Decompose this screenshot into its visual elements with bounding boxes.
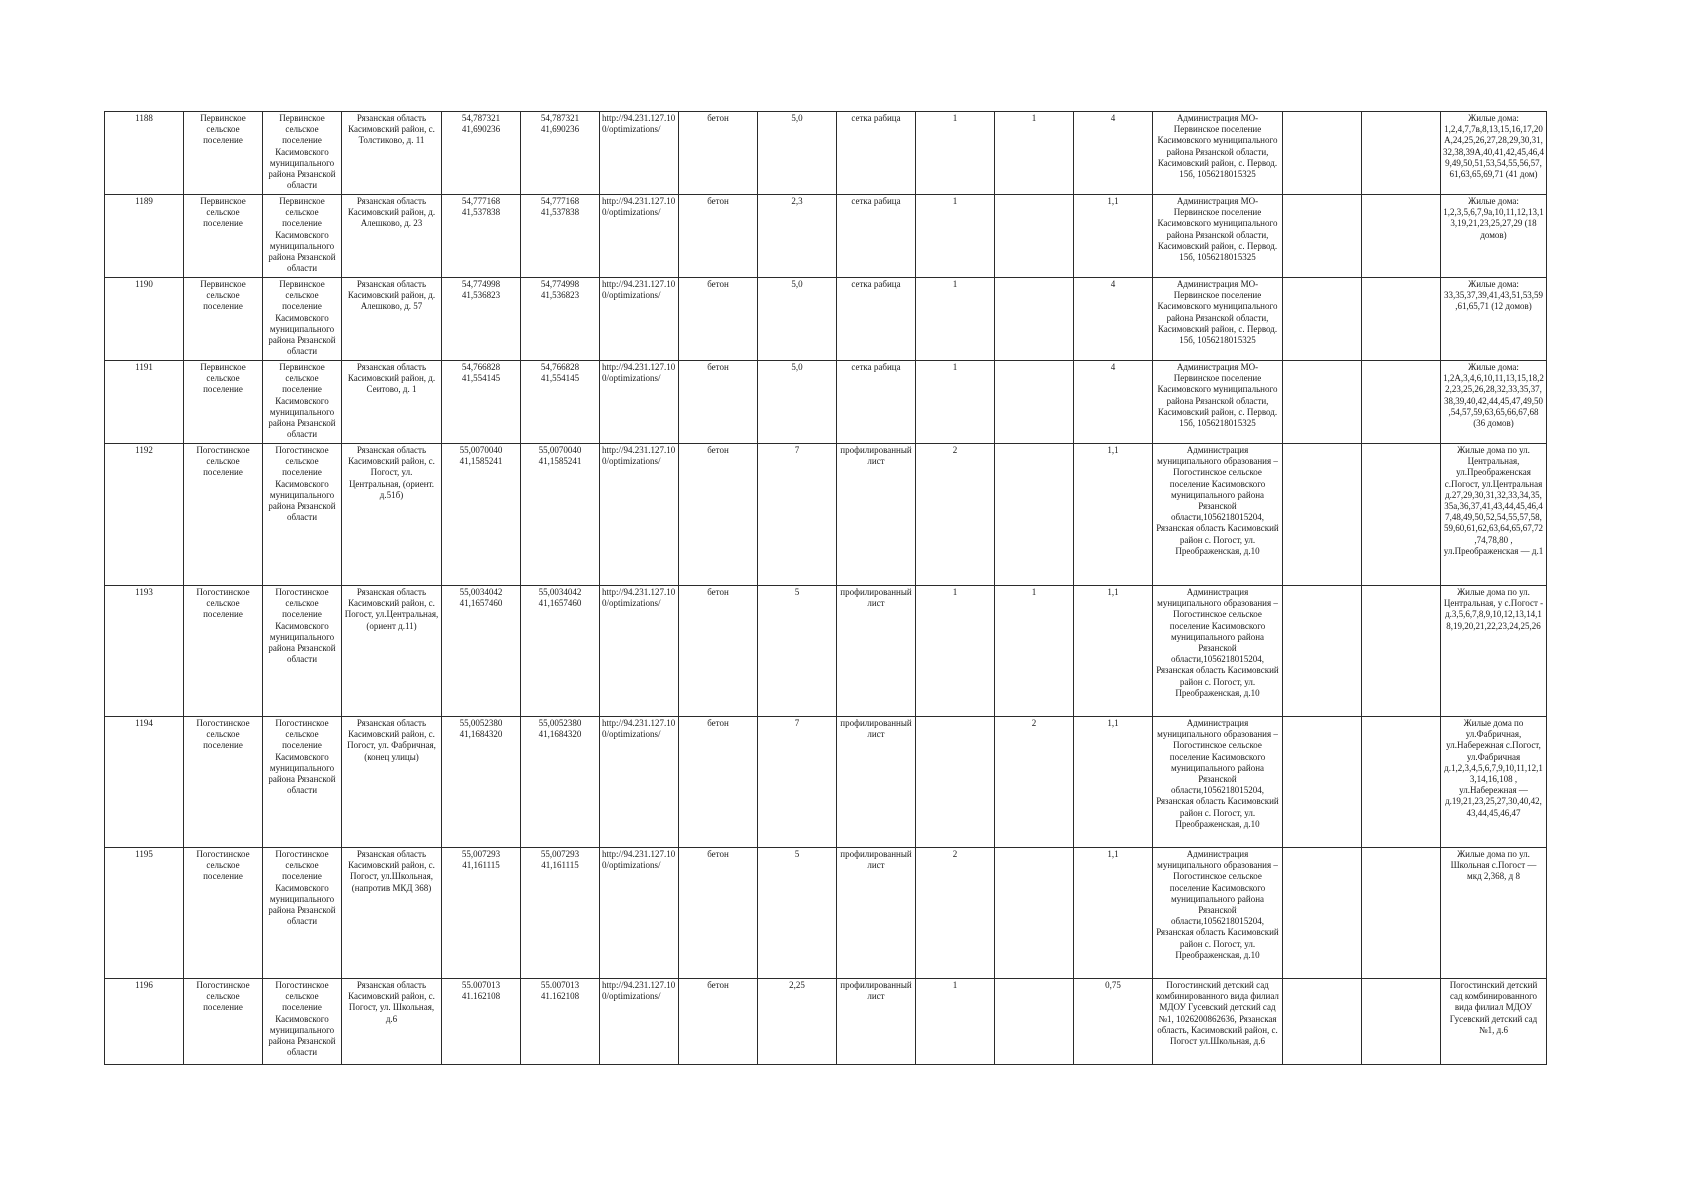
count-cell-1: 1 bbox=[916, 979, 995, 1065]
area-cell: 5,0 bbox=[758, 361, 837, 444]
extra-cell bbox=[1283, 979, 1362, 1065]
municipality-cell: Первинское сельское поселение Касимовского муниципального района Рязанской области bbox=[263, 195, 342, 278]
count-cell-1: 1 bbox=[916, 278, 995, 361]
area-cell: 5,0 bbox=[758, 278, 837, 361]
settlement-cell: Погостинское сельское поселение bbox=[184, 586, 263, 717]
url-cell: http://94.231.127.100/optimizations/ bbox=[600, 717, 679, 848]
surface-cell: бетон bbox=[679, 848, 758, 979]
volume-cell: 1,1 bbox=[1074, 717, 1153, 848]
served-objects-cell: Жилые дома: 1,2,3,5,6,7,9а,10,11,12,13,13,19,21,23,25,27,29 (18 домов) bbox=[1441, 195, 1547, 278]
settlement-cell: Погостинское сельское поселение bbox=[184, 979, 263, 1065]
owner-cell: Администрация муниципального образования – Погостинское сельское поселение Касимовского муниципального района Рязанской области,1056218015204, Рязанская область Касимовский район с. Погост, ул. Преображенская, д.10 bbox=[1153, 586, 1283, 717]
address-cell: Рязанская область Касимовский район, с. Погост, ул. Центральная, (ориент. д.51б) bbox=[342, 444, 442, 586]
row-number: 1195 bbox=[105, 848, 184, 979]
extra-cell bbox=[1283, 444, 1362, 586]
volume-cell: 1,1 bbox=[1074, 195, 1153, 278]
settlement-cell: Первинское сельское поселение bbox=[184, 278, 263, 361]
url-cell: http://94.231.127.100/optimizations/ bbox=[600, 361, 679, 444]
surface-cell: бетон bbox=[679, 717, 758, 848]
municipality-cell: Погостинское сельское поселение Касимовского муниципального района Рязанской области bbox=[263, 717, 342, 848]
empty-cell bbox=[1362, 848, 1441, 979]
area-cell: 5 bbox=[758, 586, 837, 717]
surface-cell: бетон bbox=[679, 586, 758, 717]
table-row bbox=[105, 361, 1547, 444]
served-objects-cell: Жилые дома: 1,2,4,7,7в,8,13,15,16,17,20А,24,25,26,27,28,29,30,31,32,38,39А,40,41,42,45,46,49,49,50,51,53,54,55,56,57,61,63,65,69,71 (41 дом) bbox=[1441, 112, 1547, 195]
coordinates-cell: 54,774998 41,536823 bbox=[442, 278, 521, 361]
municipality-cell: Первинское сельское поселение Касимовского муниципального района Рязанской области bbox=[263, 112, 342, 195]
coordinates-cell: 55,007293 41,161115 bbox=[442, 848, 521, 979]
municipality-cell: Погостинское сельское поселение Касимовского муниципального района Рязанской области bbox=[263, 979, 342, 1065]
settlement-cell: Погостинское сельское поселение bbox=[184, 848, 263, 979]
owner-cell: Администрация МО-Первинское поселение Касимовского муниципального района Рязанской области, Касимовский район, с. Первод. 15б, 1056218015325 bbox=[1153, 195, 1283, 278]
count-cell-1: 2 bbox=[916, 848, 995, 979]
served-objects-cell: Жилые дома по ул. Центральная, у с.Погост - д.3,5,6,7,8,9,10,12,13,14,18,19,20,21,22,23,24,25,26 bbox=[1441, 586, 1547, 717]
empty-cell bbox=[1362, 979, 1441, 1065]
owner-cell: Администрация МО-Первинское поселение Касимовского муниципального района Рязанской области, Касимовский район, с. Первод. 15б, 1056218015325 bbox=[1153, 361, 1283, 444]
volume-cell: 1,1 bbox=[1074, 848, 1153, 979]
row-number: 1194 bbox=[105, 717, 184, 848]
empty-cell bbox=[1362, 717, 1441, 848]
coordinates-cell-2: 54,787321 41,690236 bbox=[521, 112, 600, 195]
served-objects-cell: Жилые дома: 33,35,37,39,41,43,51,53,59,61,65,71 (12 домов) bbox=[1441, 278, 1547, 361]
area-cell: 2,25 bbox=[758, 979, 837, 1065]
volume-cell: 1,1 bbox=[1074, 444, 1153, 586]
surface-cell: бетон bbox=[679, 444, 758, 586]
settlement-cell: Первинское сельское поселение bbox=[184, 361, 263, 444]
fence-cell: профилированный лист bbox=[837, 979, 916, 1065]
coordinates-cell-2: 54,777168 41,537838 bbox=[521, 195, 600, 278]
coordinates-cell: 55,0052380 41,1684320 bbox=[442, 717, 521, 848]
fence-cell: профилированный лист bbox=[837, 848, 916, 979]
table-row bbox=[105, 444, 1547, 586]
row-number: 1190 bbox=[105, 278, 184, 361]
settlement-cell: Первинское сельское поселение bbox=[184, 195, 263, 278]
count-cell-2 bbox=[995, 195, 1074, 278]
row-number: 1189 bbox=[105, 195, 184, 278]
coordinates-cell-2: 55,0070040 41,1585241 bbox=[521, 444, 600, 586]
coordinates-cell: 55.007013 41.162108 bbox=[442, 979, 521, 1065]
extra-cell bbox=[1283, 361, 1362, 444]
row-number: 1191 bbox=[105, 361, 184, 444]
empty-cell bbox=[1362, 586, 1441, 717]
coordinates-cell: 54,787321 41,690236 bbox=[442, 112, 521, 195]
fence-cell: сетка рабица bbox=[837, 195, 916, 278]
table-row bbox=[105, 278, 1547, 361]
owner-cell: Администрация муниципального образования – Погостинское сельское поселение Касимовского муниципального района Рязанской области,1056218015204, Рязанская область Касимовский район с. Погост, ул. Преображенская, д.10 bbox=[1153, 444, 1283, 586]
volume-cell: 1,1 bbox=[1074, 586, 1153, 717]
volume-cell: 0,75 bbox=[1074, 979, 1153, 1065]
extra-cell bbox=[1283, 278, 1362, 361]
row-number: 1188 bbox=[105, 112, 184, 195]
settlement-cell: Погостинское сельское поселение bbox=[184, 717, 263, 848]
settlement-cell: Первинское сельское поселение bbox=[184, 112, 263, 195]
address-cell: Рязанская область Касимовский район, с. Погост, ул. Школьная, д.6 bbox=[342, 979, 442, 1065]
count-cell-2 bbox=[995, 278, 1074, 361]
coordinates-cell-2: 54,774998 41,536823 bbox=[521, 278, 600, 361]
extra-cell bbox=[1283, 848, 1362, 979]
owner-cell: Погостинский детский сад комбинированного вида филиал МДОУ Гусевский детский сад №1, 1026200862636, Рязанская область, Касимовский район, с. Погост ул.Школьная, д.6 bbox=[1153, 979, 1283, 1065]
table-row bbox=[105, 586, 1547, 717]
fence-cell: профилированный лист bbox=[837, 586, 916, 717]
table-row bbox=[105, 979, 1547, 1065]
address-cell: Рязанская область Касимовский район, д. Сеитово, д. 1 bbox=[342, 361, 442, 444]
empty-cell bbox=[1362, 444, 1441, 586]
address-cell: Рязанская область Касимовский район, с. Толстиково, д. 11 bbox=[342, 112, 442, 195]
data-table bbox=[104, 111, 1547, 1065]
surface-cell: бетон bbox=[679, 195, 758, 278]
fence-cell: сетка рабица bbox=[837, 112, 916, 195]
coordinates-cell-2: 55,0052380 41,1684320 bbox=[521, 717, 600, 848]
address-cell: Рязанская область Касимовский район, с. Погост, ул.Школьная, (напротив МКД 368) bbox=[342, 848, 442, 979]
volume-cell: 4 bbox=[1074, 361, 1153, 444]
coordinates-cell-2: 54,766828 41,554145 bbox=[521, 361, 600, 444]
served-objects-cell: Жилые дома по ул.Фабричная, ул.Набережная с.Погост, ул.Фабричная д.1,2,3,4,5,6,7,9,10,11,12,13,14,16,108 , ул.Набережная — д.19,21,23,25,27,30,40,42,43,44,45,46,47 bbox=[1441, 717, 1547, 848]
municipality-cell: Первинское сельское поселение Касимовского муниципального района Рязанской области bbox=[263, 278, 342, 361]
surface-cell: бетон bbox=[679, 278, 758, 361]
url-cell: http://94.231.127.100/optimizations/ bbox=[600, 848, 679, 979]
owner-cell: Администрация МО-Первинское поселение Касимовского муниципального района Рязанской области, Касимовский район, с. Первод. 15б, 1056218015325 bbox=[1153, 112, 1283, 195]
fence-cell: профилированный лист bbox=[837, 717, 916, 848]
url-cell: http://94.231.127.100/optimizations/ bbox=[600, 979, 679, 1065]
extra-cell bbox=[1283, 195, 1362, 278]
surface-cell: бетон bbox=[679, 361, 758, 444]
address-cell: Рязанская область Касимовский район, с. Погост, ул.Центральная, (ориент д.11) bbox=[342, 586, 442, 717]
served-objects-cell: Погостинский детский сад комбинированного вида филиал МДОУ Гусевский детский сад №1, д.6 bbox=[1441, 979, 1547, 1065]
count-cell-1: 2 bbox=[916, 444, 995, 586]
row-number: 1193 bbox=[105, 586, 184, 717]
owner-cell: Администрация МО-Первинское поселение Касимовского муниципального района Рязанской области, Касимовский район, с. Первод. 15б, 1056218015325 bbox=[1153, 278, 1283, 361]
coordinates-cell: 55,0034042 41,1657460 bbox=[442, 586, 521, 717]
count-cell-1: 1 bbox=[916, 586, 995, 717]
settlement-cell: Погостинское сельское поселение bbox=[184, 444, 263, 586]
url-cell: http://94.231.127.100/optimizations/ bbox=[600, 112, 679, 195]
fence-cell: сетка рабица bbox=[837, 361, 916, 444]
empty-cell bbox=[1362, 112, 1441, 195]
empty-cell bbox=[1362, 195, 1441, 278]
url-cell: http://94.231.127.100/optimizations/ bbox=[600, 586, 679, 717]
municipality-cell: Первинское сельское поселение Касимовского муниципального района Рязанской области bbox=[263, 361, 342, 444]
address-cell: Рязанская область Касимовский район, д. Алешково, д. 57 bbox=[342, 278, 442, 361]
count-cell-1: 1 bbox=[916, 112, 995, 195]
table-row bbox=[105, 848, 1547, 979]
table-row bbox=[105, 112, 1547, 195]
coordinates-cell-2: 55,0034042 41,1657460 bbox=[521, 586, 600, 717]
address-cell: Рязанская область Касимовский район, с. Погост, ул. Фабричная, (конец улицы) bbox=[342, 717, 442, 848]
empty-cell bbox=[1362, 361, 1441, 444]
served-objects-cell: Жилые дома по ул. Школьная с.Погост — мкд 2,368, д 8 bbox=[1441, 848, 1547, 979]
fence-cell: сетка рабица bbox=[837, 278, 916, 361]
count-cell-1: 1 bbox=[916, 195, 995, 278]
table-row bbox=[105, 195, 1547, 278]
area-cell: 2,3 bbox=[758, 195, 837, 278]
extra-cell bbox=[1283, 112, 1362, 195]
count-cell-2: 1 bbox=[995, 112, 1074, 195]
area-cell: 7 bbox=[758, 444, 837, 586]
count-cell-2 bbox=[995, 444, 1074, 586]
table-body bbox=[105, 112, 1547, 1065]
coordinates-cell: 55,0070040 41,1585241 bbox=[442, 444, 521, 586]
coordinates-cell-2: 55,007293 41,161115 bbox=[521, 848, 600, 979]
empty-cell bbox=[1362, 278, 1441, 361]
row-number: 1192 bbox=[105, 444, 184, 586]
extra-cell bbox=[1283, 586, 1362, 717]
surface-cell: бетон bbox=[679, 979, 758, 1065]
table-row bbox=[105, 717, 1547, 848]
area-cell: 5,0 bbox=[758, 112, 837, 195]
served-objects-cell: Жилые дома: 1,2А,3,4,6,10,11,13,15,18,22,23,25,26,28,32,33,35,37,38,39,40,42,44,45,47,49,50,54,57,59,63,65,66,67,68 (36 домов) bbox=[1441, 361, 1547, 444]
municipality-cell: Погостинское сельское поселение Касимовского муниципального района Рязанской области bbox=[263, 444, 342, 586]
url-cell: http://94.231.127.100/optimizations/ bbox=[600, 444, 679, 586]
coordinates-cell: 54,777168 41,537838 bbox=[442, 195, 521, 278]
municipality-cell: Погостинское сельское поселение Касимовского муниципального района Рязанской области bbox=[263, 586, 342, 717]
count-cell-2: 1 bbox=[995, 586, 1074, 717]
owner-cell: Администрация муниципального образования – Погостинское сельское поселение Касимовского муниципального района Рязанской области,1056218015204, Рязанская область Касимовский район с. Погост, ул. Преображенская, д.10 bbox=[1153, 717, 1283, 848]
served-objects-cell: Жилые дома по ул. Центральная, ул.Преображенская с.Погост, ул.Центральная д.27,29,30,31,32,33,34,35,35а,36,37,41,43,44,45,46,47,48,49,50,52,54,55,57,58,59,60,61,62,63,64,65,67,72,74,78,80 , ул.Преображенская — д.1 bbox=[1441, 444, 1547, 586]
count-cell-2: 2 bbox=[995, 717, 1074, 848]
coordinates-cell: 54,766828 41,554145 bbox=[442, 361, 521, 444]
volume-cell: 4 bbox=[1074, 112, 1153, 195]
address-cell: Рязанская область Касимовский район, д. Алешково, д. 23 bbox=[342, 195, 442, 278]
area-cell: 5 bbox=[758, 848, 837, 979]
municipality-cell: Погостинское сельское поселение Касимовского муниципального района Рязанской области bbox=[263, 848, 342, 979]
count-cell-2 bbox=[995, 979, 1074, 1065]
surface-cell: бетон bbox=[679, 112, 758, 195]
fence-cell: профилированный лист bbox=[837, 444, 916, 586]
volume-cell: 4 bbox=[1074, 278, 1153, 361]
area-cell: 7 bbox=[758, 717, 837, 848]
url-cell: http://94.231.127.100/optimizations/ bbox=[600, 195, 679, 278]
count-cell-2 bbox=[995, 361, 1074, 444]
extra-cell bbox=[1283, 717, 1362, 848]
coordinates-cell-2: 55.007013 41.162108 bbox=[521, 979, 600, 1065]
owner-cell: Администрация муниципального образования – Погостинское сельское поселение Касимовского муниципального района Рязанской области,1056218015204, Рязанская область Касимовский район с. Погост, ул. Преображенская, д.10 bbox=[1153, 848, 1283, 979]
row-number: 1196 bbox=[105, 979, 184, 1065]
count-cell-1: 1 bbox=[916, 361, 995, 444]
url-cell: http://94.231.127.100/optimizations/ bbox=[600, 278, 679, 361]
count-cell-1 bbox=[916, 717, 995, 848]
count-cell-2 bbox=[995, 848, 1074, 979]
